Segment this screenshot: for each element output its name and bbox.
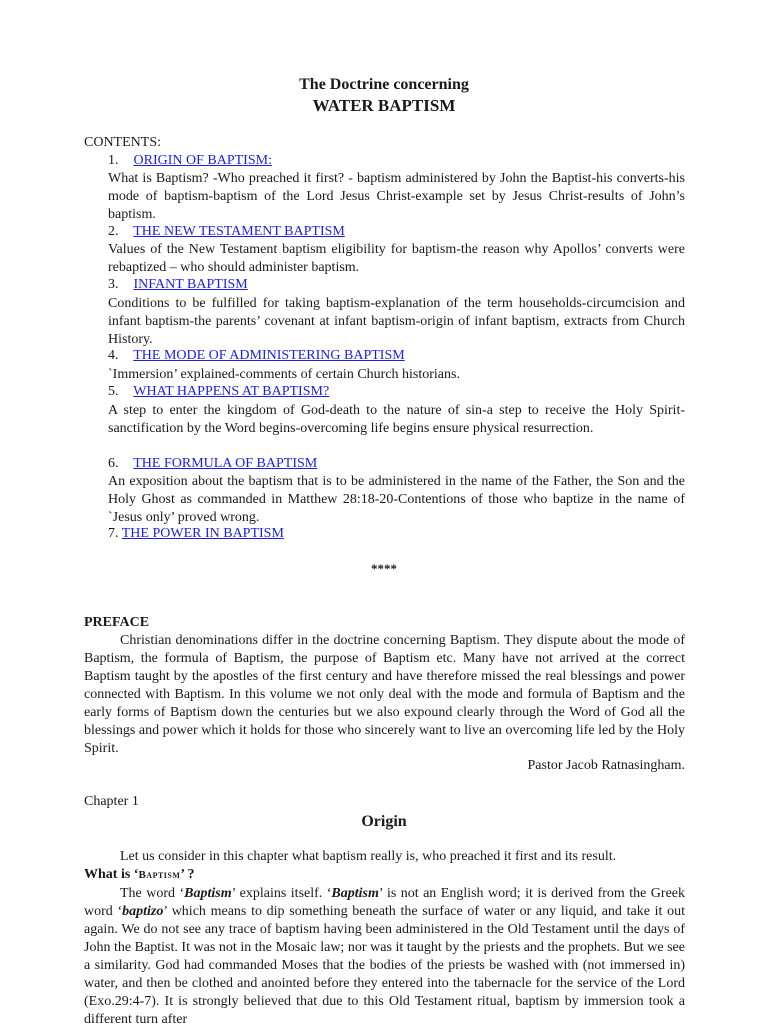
contents-item-number: 3.	[108, 277, 119, 292]
contents-item	[108, 384, 329, 400]
section-separator: ****	[371, 561, 397, 576]
contents-label: CONTENTS:	[84, 135, 161, 150]
emphasis-term: baptizo	[122, 904, 164, 919]
contents-item-description: What is Baptism? -Who preached it first? - baptism administered by John the Baptist-his converts-his mode of baptism-baptism of the Lord Jesus Christ-example set by Jesus Christ-results of John’s baptism.	[108, 171, 685, 222]
question-word: Baptism	[138, 869, 181, 881]
chapter-title: Origin	[361, 813, 407, 830]
document-title-line1: The Doctrine concerning	[299, 76, 469, 93]
document-title-line2: WATER BAPTISM	[312, 96, 456, 115]
question-prefix: What is ‘	[84, 867, 139, 882]
contents-item-link[interactable]: THE FORMULA OF BAPTISM	[133, 456, 318, 471]
contents-item	[108, 348, 405, 364]
contents-item	[108, 456, 317, 472]
contents-item-description: A step to enter the kingdom of God-death to the nature of sin-a step to receive the Holy Spirit-sanctification by the Word begins-overcoming life begins ensure physical resurrection.	[108, 403, 685, 436]
contents-item-number: 1.	[108, 153, 119, 168]
contents-item-description: An exposition about the baptism that is to be administered in the name of the Father, the Son and the Holy Ghost as commanded in Matthew 28:18-20-Contentions of those who baptize in the name of `Jesus only’ proved wrong.	[108, 474, 685, 525]
contents-item	[108, 153, 272, 169]
contents-item-description: `Immersion’ explained-comments of certain Church historians.	[108, 367, 460, 382]
contents-item-number: 5.	[108, 384, 119, 399]
contents-item-link[interactable]: INFANT BAPTISM	[133, 277, 248, 292]
contents-item-link[interactable]: ORIGIN OF BAPTISM:	[133, 153, 272, 168]
contents-item-link[interactable]: THE POWER IN BAPTISM	[121, 526, 284, 541]
author-signature: Pastor Jacob Ratnasingham.	[527, 758, 685, 773]
body-text: ’ explains itself. ‘	[231, 886, 332, 901]
contents-item-description: Values of the New Testament baptism eligibility for baptism-the reason why Apollos’ converts were rebaptized – who should administer baptism.	[108, 242, 685, 275]
question-suffix: ’ ?	[180, 867, 195, 882]
chapter-label: Chapter 1	[84, 794, 139, 809]
preface-heading: PREFACE	[84, 615, 150, 630]
contents-item-link[interactable]: THE MODE OF ADMINISTERING BAPTISM	[133, 348, 405, 363]
body-text: ’ is not an English word; it is derived from the Greek word ‘	[84, 886, 686, 919]
section-question	[84, 867, 195, 883]
body-paragraph	[84, 885, 685, 1029]
contents-item	[108, 224, 345, 240]
contents-item-link[interactable]: THE NEW TESTAMENT BAPTISM	[133, 224, 345, 239]
body-text: ’ which means to dip something beneath the surface of water or any liquid, and take it out again. We do not see any trace of baptism having been administered in the Old Testament until the days of John the Baptist. It was not in the Mosaic law; nor was it taught by the priests and the prophets. But we see a similarity. God had commanded Moses that the bodies of the priests be washed with (not immersed in) water, and then be clothed and anointed before they entered into the tabernacle for the service of the Lord (Exo.29:4-7). It is strongly believed that due to this Old Testament ritual, baptism by immersion took a different turn after	[84, 904, 685, 1027]
contents-item-number: 7.	[108, 526, 119, 541]
contents-item-number: 2.	[108, 224, 119, 239]
contents-item	[108, 277, 248, 293]
chapter-intro: Let us consider in this chapter what baptism really is, who preached it first and its result.	[120, 849, 617, 864]
contents-item-link[interactable]: WHAT HAPPENS AT BAPTISM?	[133, 384, 330, 399]
contents-item-number: 4.	[108, 348, 119, 363]
contents-item	[108, 526, 284, 542]
emphasis-term: Baptism	[331, 886, 379, 901]
preface-text: Christian denominations differ in the doctrine concerning Baptism. They dispute about the mode of Baptism, the formula of Baptism, the purpose of Baptism etc. Many have not arrived at the correct Baptism taught by the apostles of the first century and have therefore missed the real blessings and power connected with Baptism. In this volume we not only deal with the mode and formula of Baptism and the early forms of Baptism down the centuries but we also expound clearly through the Word of God all the blessings and power which it holds for those who sincerely want to live an overcoming life led by the Holy Spirit.	[84, 633, 685, 756]
contents-item-description: Conditions to be fulfilled for taking baptism-explanation of the term households-circumcision and infant baptism-the parents’ covenant at infant baptism-origin of infant baptism, extracts from Church History.	[108, 296, 685, 347]
contents-item-number: 6.	[108, 456, 119, 471]
emphasis-term: Baptism	[184, 886, 232, 901]
body-text: The word ‘	[120, 886, 185, 901]
